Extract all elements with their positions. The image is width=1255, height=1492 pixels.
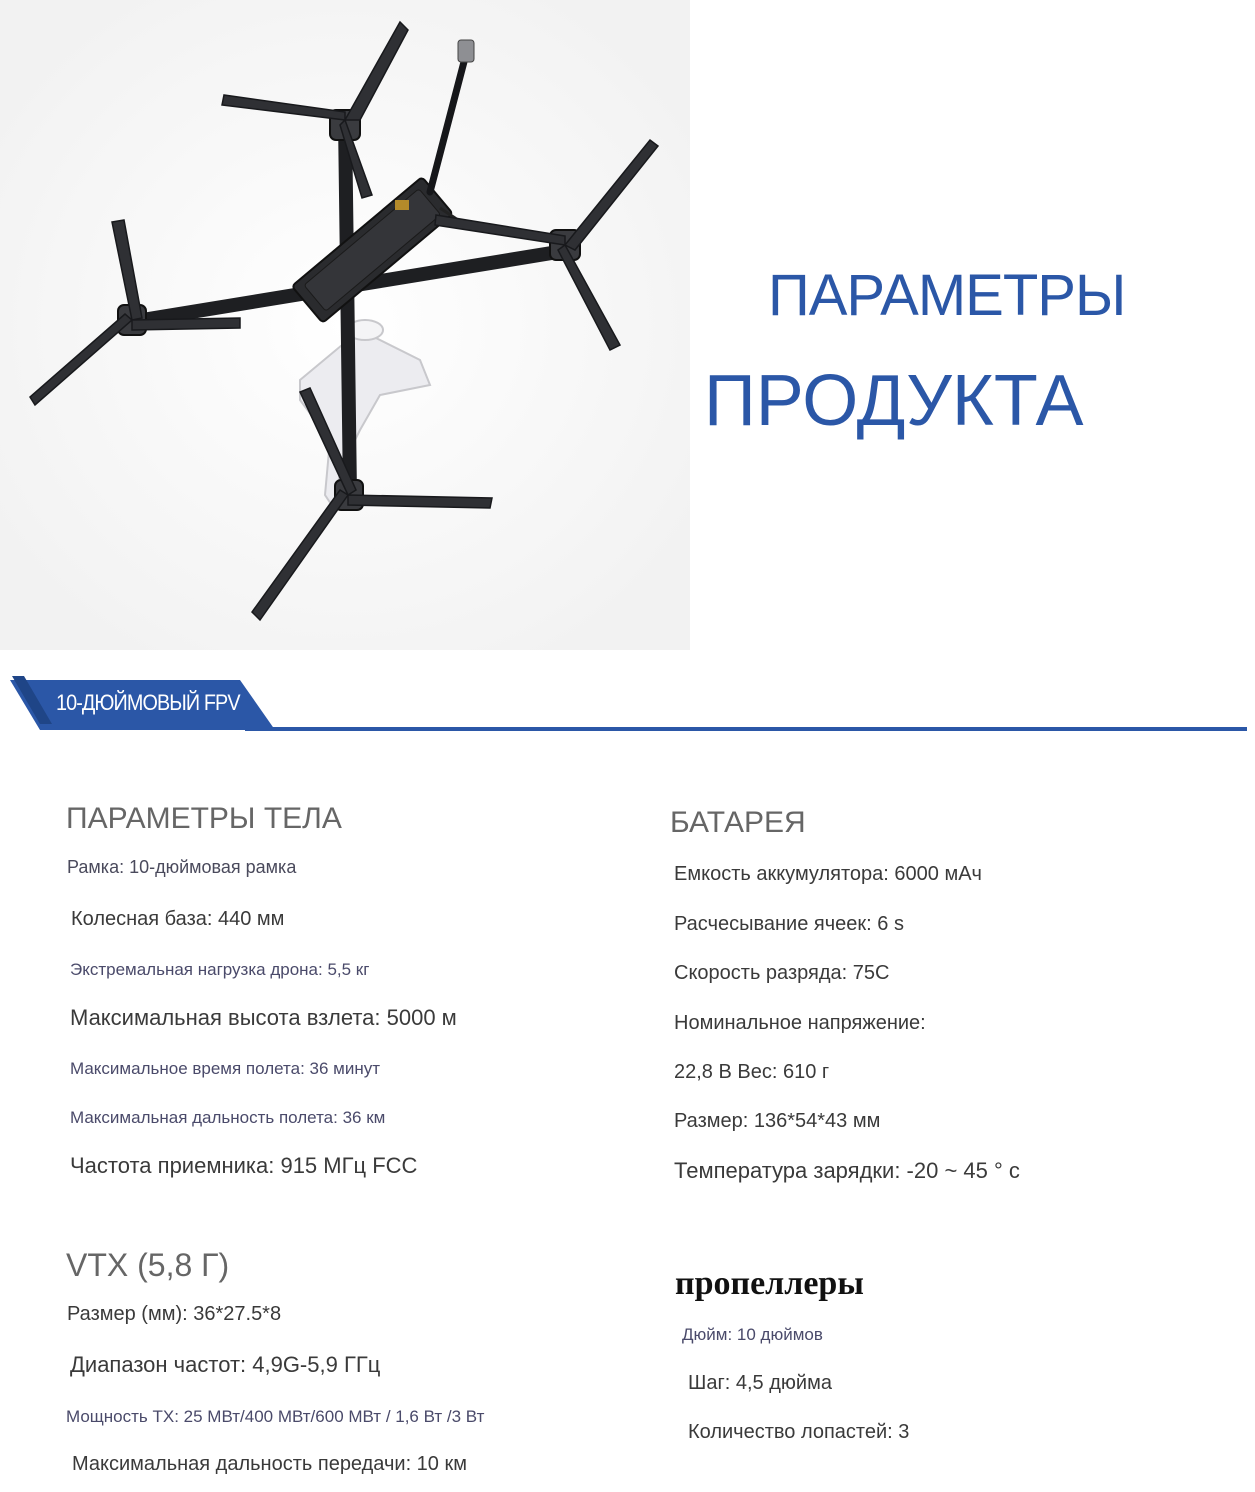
vtx-power: Мощность TX: 25 МВт/400 МВт/600 МВт / 1,6 Вт /3 Вт <box>66 1407 485 1426</box>
battery-size: Размер: 136*54*43 мм <box>674 1110 881 1132</box>
title-line-2: ПРОДУКТА <box>704 361 1084 441</box>
propellers-heading: пропеллеры <box>675 1265 864 1302</box>
body-param-range: Максимальная дальность полета: 36 км <box>70 1108 386 1127</box>
vtx-heading: VTX (5,8 Г) <box>66 1247 230 1283</box>
battery-cells: Расчесывание ячеек: 6 s <box>674 913 904 935</box>
title-line-1: ПАРАМЕТРЫ <box>768 263 1126 328</box>
battery-charge-temp: Температура зарядки: -20 ~ 45 ° с <box>674 1158 1020 1183</box>
vtx-size: Размер (мм): 36*27.5*8 <box>67 1303 282 1325</box>
propeller-pitch: Шаг: 4,5 дюйма <box>688 1372 832 1394</box>
propeller-blades: Количество лопастей: 3 <box>688 1421 910 1443</box>
body-param-payload: Экстремальная нагрузка дрона: 5,5 кг <box>70 960 370 979</box>
battery-capacity: Емкость аккумулятора: 6000 мАч <box>674 863 982 885</box>
battery-discharge: Скорость разряда: 75C <box>674 962 890 984</box>
propeller-size: Дюйм: 10 дюймов <box>682 1325 823 1344</box>
body-param-wheelbase: Колесная база: 440 мм <box>71 908 285 930</box>
battery-heading: БАТАРЕЯ <box>670 806 806 839</box>
vtx-range: Максимальная дальность передачи: 10 км <box>72 1453 467 1475</box>
battery-weight: 22,8 В Вес: 610 г <box>674 1061 830 1083</box>
body-param-flight-time: Максимальное время полета: 36 минут <box>70 1059 381 1078</box>
body-param-altitude: Максимальная высота взлета: 5000 м <box>70 1005 457 1030</box>
drone-image <box>0 0 690 650</box>
ribbon-label: 10-ДЮЙМОВЫЙ FPV <box>56 690 240 715</box>
body-param-receiver: Частота приемника: 915 МГц FCC <box>70 1153 418 1178</box>
vtx-frequency: Диапазон частот: 4,9G-5,9 ГГц <box>70 1352 381 1377</box>
body-param-frame: Рамка: 10-дюймовая рамка <box>67 857 297 877</box>
battery-voltage: Номинальное напряжение: <box>674 1012 926 1034</box>
body-params-heading: ПАРАМЕТРЫ ТЕЛА <box>66 802 342 835</box>
